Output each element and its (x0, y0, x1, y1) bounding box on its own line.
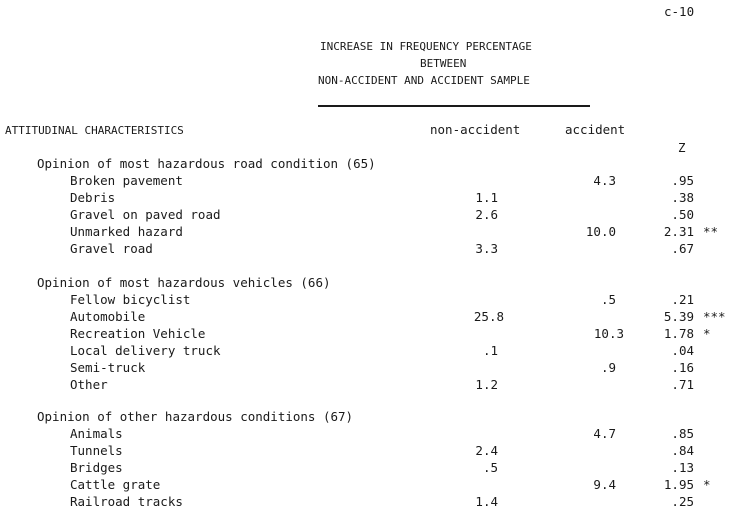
row-label: Gravel road (70, 241, 153, 256)
row-label: Other (70, 377, 108, 392)
significance-marker: *** (703, 309, 726, 324)
significance-marker: * (703, 477, 711, 492)
row-non-accident: 25.8 (473, 309, 504, 324)
row-z: .95 (671, 173, 694, 188)
row-non-accident: 1.2 (475, 377, 498, 392)
row-z: 1.95 (663, 477, 694, 492)
row-label: Recreation Vehicle (70, 326, 206, 341)
row-accident: .5 (600, 292, 616, 307)
row-z: .16 (671, 360, 694, 375)
row-non-accident: 3.3 (475, 241, 498, 256)
row-non-accident: 2.6 (475, 207, 498, 222)
row-label: Animals (70, 426, 123, 441)
row-z: .84 (671, 443, 694, 458)
significance-marker: * (703, 326, 711, 341)
row-label: Fellow bicyclist (70, 292, 191, 307)
row-label: Local delivery truck (70, 343, 221, 358)
row-z: 5.39 (663, 309, 694, 324)
row-label: Tunnels (70, 443, 123, 458)
row-z: .85 (671, 426, 694, 441)
page-label: c-10 (664, 4, 695, 19)
section-title-vehicles: Opinion of most hazardous vehicles (66) (37, 275, 331, 290)
row-z: 2.31 (663, 224, 694, 239)
row-z: .50 (671, 207, 694, 222)
title-line-2: BETWEEN (420, 57, 467, 70)
row-non-accident: .5 (482, 460, 498, 475)
row-label: Unmarked hazard (70, 224, 183, 239)
row-accident: 10.0 (585, 224, 616, 239)
row-label: Railroad tracks (70, 494, 183, 509)
row-label: Bridges (70, 460, 123, 475)
row-z: .25 (671, 494, 694, 509)
row-non-accident: 1.1 (475, 190, 498, 205)
title-line-3: NON-ACCIDENT AND ACCIDENT SAMPLE (318, 74, 530, 87)
row-non-accident: .1 (482, 343, 498, 358)
row-z: .71 (671, 377, 694, 392)
row-accident: 10.3 (593, 326, 624, 341)
row-label: Cattle grate (70, 477, 161, 492)
section-title-other-conditions: Opinion of other hazardous conditions (67) (37, 409, 354, 424)
title-underline (318, 105, 590, 107)
header-non-accident: non-accident (430, 122, 521, 137)
row-non-accident: 2.4 (475, 443, 498, 458)
row-accident: 4.3 (593, 173, 616, 188)
row-accident: 4.7 (593, 426, 616, 441)
row-z: 1.78 (663, 326, 694, 341)
row-z: .67 (671, 241, 694, 256)
row-label: Gravel on paved road (70, 207, 221, 222)
row-z: .13 (671, 460, 694, 475)
row-label: Debris (70, 190, 116, 205)
title-line-1: INCREASE IN FREQUENCY PERCENTAGE (320, 40, 532, 53)
significance-marker: ** (703, 224, 719, 239)
header-characteristics: ATTITUDINAL CHARACTERISTICS (5, 124, 184, 137)
row-accident: 9.4 (593, 477, 616, 492)
section-title-road-condition: Opinion of most hazardous road condition (65) (37, 156, 376, 171)
row-accident: .9 (600, 360, 616, 375)
header-accident: accident (565, 122, 626, 137)
row-label: Automobile (70, 309, 146, 324)
row-z: .04 (671, 343, 694, 358)
header-z: Z (678, 140, 686, 155)
row-z: .38 (671, 190, 694, 205)
row-non-accident: 1.4 (475, 494, 498, 509)
row-label: Semi-truck (70, 360, 146, 375)
row-z: .21 (671, 292, 694, 307)
row-label: Broken pavement (70, 173, 183, 188)
